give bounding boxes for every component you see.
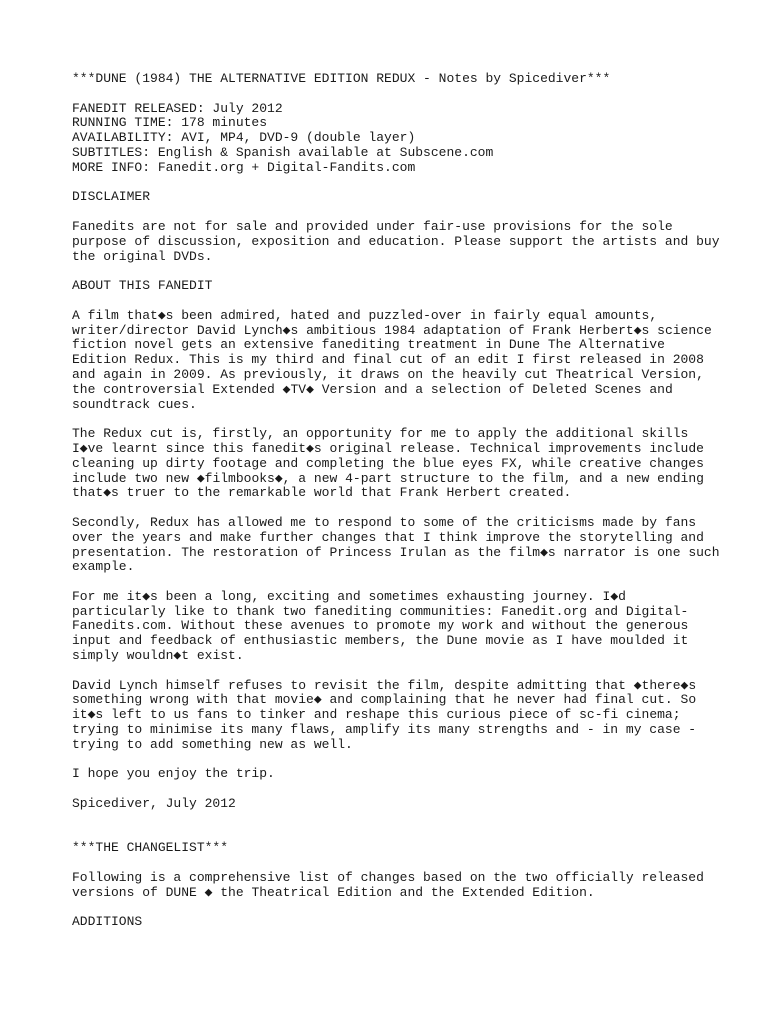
text-line: versions of DUNE ◆ the Theatrical Edition and the Extended Edition. [72, 884, 595, 900]
text-line: over the years and make further changes that I think improve the storytelling and [72, 529, 704, 545]
text-line: that◆s truer to the remarkable world that Frank Herbert created. [72, 485, 572, 501]
text-line: include two new ◆filmbooks◆, a new 4-part structure to the film, and a new ending [72, 470, 704, 486]
blank-line [72, 753, 712, 768]
text-line: ***THE CHANGELIST*** [72, 840, 229, 856]
text-line: David Lynch himself refuses to revisit the film, despite admitting that ◆there◆s [72, 677, 697, 693]
blank-line [72, 501, 712, 516]
blank-line [72, 827, 712, 842]
text-line: Secondly, Redux has allowed me to respond to some of the criticisms made by fans [72, 514, 697, 530]
blank-line [72, 782, 712, 797]
text-line: writer/director David Lynch◆s ambitious 1984 adaptation of Frank Herbert◆s science [72, 322, 712, 338]
text-line: Fanedits.com. Without these avenues to promote my work and without the generous [72, 618, 689, 634]
blank-line [72, 664, 712, 679]
text-line: ***DUNE (1984) THE ALTERNATIVE EDITION REDUX - Notes by Spicediver*** [72, 71, 611, 86]
text-line: the controversial Extended ◆TV◆ Version and a selection of Deleted Scenes and [72, 381, 673, 397]
text-line: input and feedback of enthusiastic members, the Dune movie as I have moulded it [72, 633, 689, 649]
blank-line [72, 176, 712, 191]
text-line: simply wouldn◆t exist. [72, 648, 244, 664]
blank-line [72, 87, 712, 102]
text-line: presentation. The restoration of Princess Irulan as the film◆s narrator is one such [72, 544, 720, 560]
text-line: Spicediver, July 2012 [72, 796, 236, 812]
text-line: I hope you enjoy the trip. [72, 766, 275, 782]
text-line: The Redux cut is, firstly, an opportunity for me to apply the additional skills [72, 426, 689, 442]
blank-line [72, 412, 712, 427]
text-line: the original DVDs. [72, 248, 213, 264]
text-line: particularly like to thank two fanediting communities: Fanedit.org and Digital- [72, 603, 689, 619]
text-line: A film that◆s been admired, hated and puzzled-over in fairly equal amounts, [72, 307, 658, 323]
text-line: DISCLAIMER [72, 189, 151, 205]
text-line: ADDITIONS [72, 914, 143, 930]
text-line: cleaning up dirty footage and completing the blue eyes FX, while creative changes [72, 455, 704, 471]
blank-line [72, 901, 712, 916]
document-text [72, 71, 720, 930]
blank-line [72, 575, 712, 590]
text-line: fiction novel gets an extensive fanediting treatment in Dune The Alternative [72, 337, 665, 353]
blank-line [72, 294, 712, 309]
text-line: example. [72, 559, 135, 575]
text-line: soundtrack cues. [72, 396, 197, 412]
text-line: FANEDIT RELEASED: July 2012 [72, 100, 283, 116]
blank-line [72, 812, 712, 827]
text-line: For me it◆s been a long, exciting and sometimes exhausting journey. I◆d [72, 588, 626, 604]
blank-line [72, 856, 712, 871]
text-line: SUBTITLES: English & Spanish available at Subscene.com [72, 144, 494, 160]
text-line: something wrong with that movie◆ and complaining that he never had final cut. So [72, 692, 697, 708]
text-line: Fanedits are not for sale and provided under fair-use provisions for the sole [72, 218, 673, 234]
blank-line [72, 264, 712, 279]
text-line: I◆ve learnt since this fanedit◆s original release. Technical improvements include [72, 440, 704, 456]
blank-line [72, 205, 712, 220]
text-line: purpose of discussion, exposition and education. Please support the artists and buy [72, 233, 720, 249]
text-line: MORE INFO: Fanedit.org + Digital-Fandits.com [72, 159, 416, 175]
text-line: RUNNING TIME: 178 minutes [72, 115, 268, 131]
text-line: and again in 2009. As previously, it draws on the heavily cut Theatrical Version, [72, 366, 704, 382]
text-line: Edition Redux. This is my third and final cut of an edit I first released in 2008 [72, 352, 704, 368]
text-line: it◆s left to us fans to tinker and reshape this curious piece of sc-fi cinema; [72, 707, 681, 723]
text-line: trying to minimise its many flaws, amplify its many strengths and - in my case - [72, 722, 697, 738]
text-line: AVAILABILITY: AVI, MP4, DVD-9 (double layer) [72, 130, 416, 146]
text-line: ABOUT THIS FANEDIT [72, 278, 213, 294]
text-line: trying to add something new as well. [72, 736, 353, 752]
text-line: Following is a comprehensive list of changes based on the two officially released [72, 870, 704, 886]
